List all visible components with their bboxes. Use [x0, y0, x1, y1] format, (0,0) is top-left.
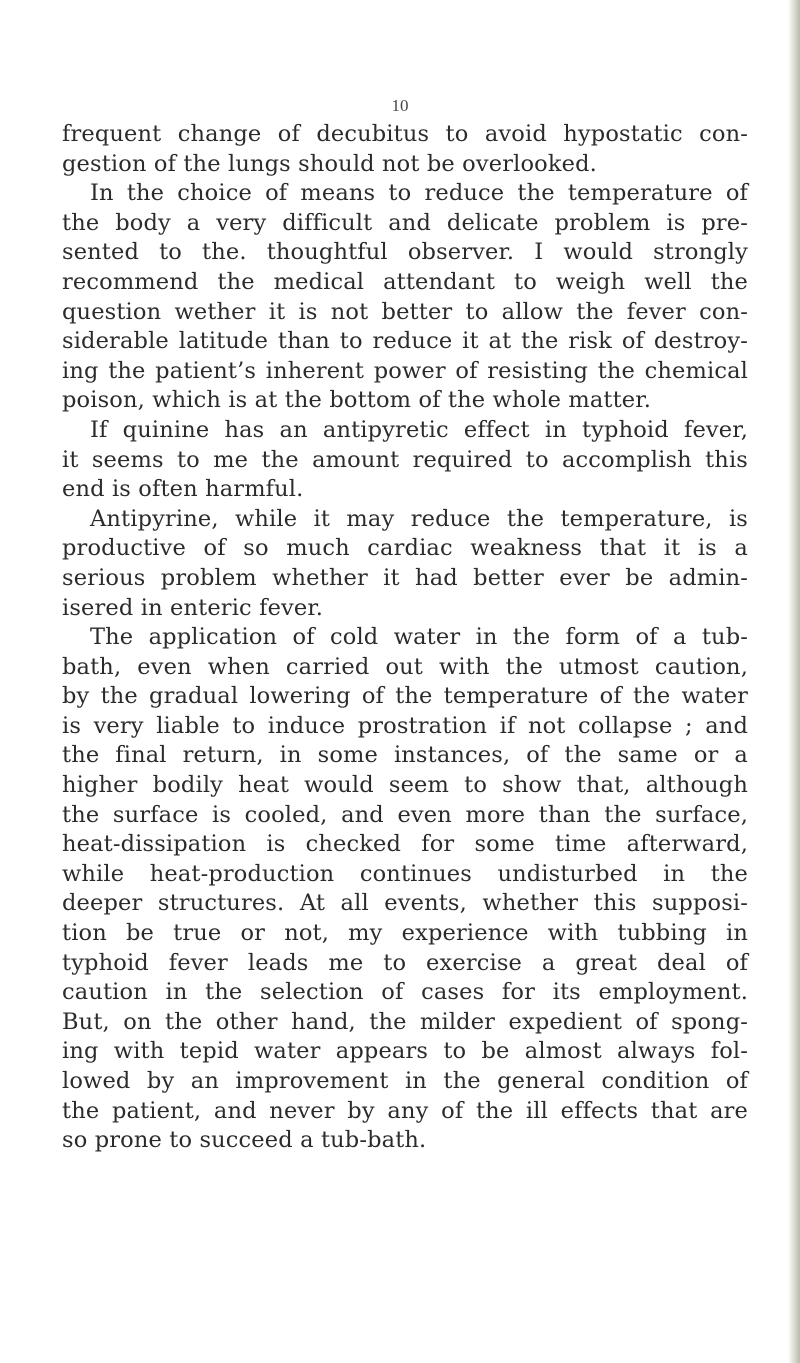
paragraph-start-line: The application of cold water in the form of a tub- — [90, 624, 748, 651]
paragraph-start-line: In the choice of means to reduce the temperature of — [90, 180, 748, 207]
text-line: serious problem whether it had better ever be admin- — [62, 564, 748, 591]
text-line: it seems to me the amount required to accomplish this — [62, 446, 748, 473]
text-line: gestion of the lungs should not be overlooked. — [62, 150, 597, 177]
text-line: while heat-production continues undisturbed in the — [62, 860, 748, 887]
text-line: poison, which is at the bottom of the whole matter. — [62, 387, 652, 414]
text-line: But, on the other hand, the milder expedient of spong- — [62, 1008, 748, 1035]
text-line: sented to the. thoughtful observer. I would strongly — [62, 239, 748, 266]
text-line: the surface is cooled, and even more than the surface, — [62, 801, 748, 828]
page-number: 10 — [391, 96, 409, 115]
text-line: the patient, and never by any of the ill effects that are — [62, 1097, 748, 1124]
text-line: ing the patient’s inherent power of resisting the chemical — [62, 357, 748, 384]
text-line: is very liable to induce prostration if not collapse ; and — [62, 712, 748, 739]
text-line: frequent change of decubitus to avoid hypostatic con- — [62, 121, 748, 147]
text-line: productive of so much cardiac weakness that it is a — [62, 535, 748, 562]
text-line: typhoid fever leads me to exercise a great deal of — [62, 949, 748, 976]
text-line: tion be true or not, my experience with tubbing in — [62, 920, 748, 947]
text-line: the final return, in some instances, of the same or a — [62, 742, 748, 769]
text-line: lowed by an improvement in the general condition of — [62, 1068, 748, 1094]
text-line: isered in enteric fever. — [62, 594, 324, 621]
paragraph-start-line: Antipyrine, while it may reduce the temperature, is — [90, 505, 748, 532]
page-edge-shadow — [788, 0, 800, 1363]
text-line: end is often harmful. — [62, 476, 304, 503]
body-text — [62, 120, 748, 1156]
text-line: bath, even when carried out with the utmost caution, — [62, 653, 748, 680]
text-line: heat-dissipation is checked for some time afterward, — [62, 831, 748, 858]
text-line: question wether it is not better to allow the fever con- — [62, 298, 748, 325]
text-line: recommend the medical attendant to weigh well the — [62, 268, 748, 295]
text-line: higher bodily heat would seem to show that, although — [62, 772, 748, 799]
text-line: caution in the selection of cases for its employment. — [62, 979, 748, 1006]
text-line: deeper structures. At all events, whether this supposi- — [62, 890, 748, 917]
text-line: siderable latitude than to reduce it at the risk of destroy- — [62, 328, 748, 355]
text-line: the body a very difficult and delicate problem is pre- — [62, 209, 748, 236]
text-line: so prone to succeed a tub-bath. — [62, 1127, 427, 1154]
paragraph-start-line: If quinine has an antipyretic effect in typhoid fever, — [90, 416, 748, 443]
text-line: by the gradual lowering of the temperature of the water — [62, 683, 748, 710]
text-line: ing with tepid water appears to be almost always fol- — [62, 1038, 748, 1065]
